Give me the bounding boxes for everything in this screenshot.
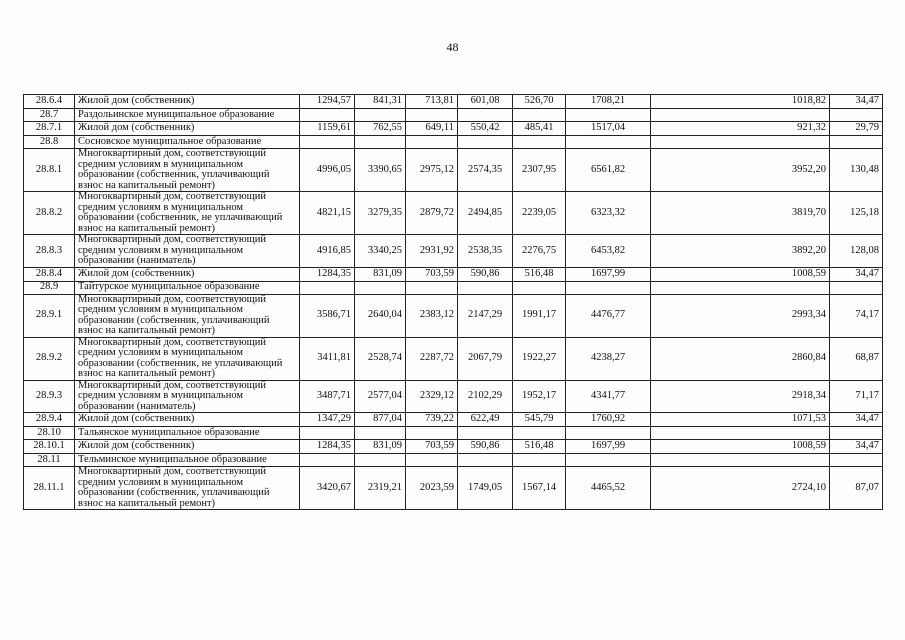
table-row <box>24 440 883 454</box>
value-cell <box>513 109 566 122</box>
tariff-table <box>23 94 883 510</box>
value-cell: 545,79 <box>513 413 566 427</box>
value-cell <box>566 281 651 294</box>
value-cell: 2239,05 <box>513 192 566 235</box>
value-cell: 1071,53 <box>651 413 830 427</box>
value-cell: 2287,72 <box>406 337 458 380</box>
value-cell: 2860,84 <box>651 337 830 380</box>
value-cell: 34,47 <box>830 440 883 454</box>
value-cell: 601,08 <box>458 95 513 109</box>
value-cell: 1952,17 <box>513 380 566 413</box>
value-cell <box>355 281 406 294</box>
value-cell <box>566 454 651 467</box>
value-cell: 1018,82 <box>651 95 830 109</box>
table-row <box>24 467 883 510</box>
value-cell: 516,48 <box>513 267 566 281</box>
row-code: 28.9.2 <box>24 337 75 380</box>
value-cell <box>458 427 513 440</box>
value-cell: 2102,29 <box>458 380 513 413</box>
value-cell: 4916,85 <box>300 235 355 268</box>
value-cell: 1517,04 <box>566 122 651 136</box>
value-cell: 2276,75 <box>513 235 566 268</box>
table-row <box>24 294 883 337</box>
value-cell: 2931,92 <box>406 235 458 268</box>
value-cell: 34,47 <box>830 413 883 427</box>
row-code: 28.10 <box>24 427 75 440</box>
value-cell <box>458 281 513 294</box>
value-cell: 831,09 <box>355 440 406 454</box>
value-cell <box>300 109 355 122</box>
value-cell <box>651 281 830 294</box>
value-cell: 2319,21 <box>355 467 406 510</box>
row-code: 28.8.4 <box>24 267 75 281</box>
row-code: 28.8.1 <box>24 149 75 192</box>
value-cell: 3279,35 <box>355 192 406 235</box>
row-name: Жилой дом (собственник) <box>75 440 300 454</box>
value-cell: 622,49 <box>458 413 513 427</box>
row-code: 28.6.4 <box>24 95 75 109</box>
value-cell: 4465,52 <box>566 467 651 510</box>
value-cell <box>355 427 406 440</box>
value-cell: 3892,20 <box>651 235 830 268</box>
value-cell: 649,11 <box>406 122 458 136</box>
value-cell: 74,17 <box>830 294 883 337</box>
value-cell: 2879,72 <box>406 192 458 235</box>
value-cell <box>355 136 406 149</box>
value-cell <box>406 454 458 467</box>
value-cell: 1294,57 <box>300 95 355 109</box>
value-cell <box>830 281 883 294</box>
value-cell: 739,22 <box>406 413 458 427</box>
row-name: Жилой дом (собственник) <box>75 267 300 281</box>
value-cell: 6323,32 <box>566 192 651 235</box>
municipality-row <box>24 281 883 294</box>
value-cell: 1697,99 <box>566 267 651 281</box>
value-cell: 1708,21 <box>566 95 651 109</box>
value-cell: 2577,04 <box>355 380 406 413</box>
municipality-name: Тельминское муниципальное образование <box>75 454 300 467</box>
value-cell: 2640,04 <box>355 294 406 337</box>
value-cell <box>458 454 513 467</box>
value-cell <box>406 281 458 294</box>
value-cell <box>830 109 883 122</box>
value-cell: 831,09 <box>355 267 406 281</box>
value-cell: 130,48 <box>830 149 883 192</box>
row-code: 28.10.1 <box>24 440 75 454</box>
value-cell: 2067,79 <box>458 337 513 380</box>
row-name: Многоквартирный дом, соответствующий средним условиям в муниципальном образовании (наниматель) <box>75 380 300 413</box>
value-cell <box>355 109 406 122</box>
value-cell <box>513 281 566 294</box>
value-cell <box>300 454 355 467</box>
value-cell <box>513 454 566 467</box>
table-row <box>24 122 883 136</box>
row-name: Многоквартирный дом, соответствующий средним условиям в муниципальном образовании (собственник, не уплачивающий взнос на капитальный ремонт) <box>75 192 300 235</box>
value-cell: 3420,67 <box>300 467 355 510</box>
value-cell: 1284,35 <box>300 440 355 454</box>
municipality-name: Сосновское муниципальное образование <box>75 136 300 149</box>
value-cell: 713,81 <box>406 95 458 109</box>
value-cell <box>300 427 355 440</box>
value-cell: 3952,20 <box>651 149 830 192</box>
value-cell <box>513 136 566 149</box>
row-code: 28.7.1 <box>24 122 75 136</box>
row-name: Многоквартирный дом, соответствующий средним условиям в муниципальном образовании (наниматель) <box>75 235 300 268</box>
value-cell: 2023,59 <box>406 467 458 510</box>
value-cell <box>830 427 883 440</box>
value-cell: 87,07 <box>830 467 883 510</box>
table-body <box>24 95 883 510</box>
value-cell: 4996,05 <box>300 149 355 192</box>
row-code: 28.9 <box>24 281 75 294</box>
value-cell: 526,70 <box>513 95 566 109</box>
value-cell: 2494,85 <box>458 192 513 235</box>
value-cell: 2307,95 <box>513 149 566 192</box>
value-cell: 3487,71 <box>300 380 355 413</box>
value-cell <box>406 109 458 122</box>
municipality-row <box>24 136 883 149</box>
municipality-name: Тальянское муниципальное образование <box>75 427 300 440</box>
value-cell: 4821,15 <box>300 192 355 235</box>
table-row <box>24 95 883 109</box>
table-row <box>24 380 883 413</box>
value-cell: 6453,82 <box>566 235 651 268</box>
row-code: 28.11 <box>24 454 75 467</box>
municipality-name: Тайтурское муниципальное образование <box>75 281 300 294</box>
value-cell: 3819,70 <box>651 192 830 235</box>
value-cell: 2147,29 <box>458 294 513 337</box>
value-cell <box>355 454 406 467</box>
value-cell: 2329,12 <box>406 380 458 413</box>
value-cell: 877,04 <box>355 413 406 427</box>
value-cell: 2574,35 <box>458 149 513 192</box>
value-cell <box>566 136 651 149</box>
value-cell: 3411,81 <box>300 337 355 380</box>
value-cell: 2724,10 <box>651 467 830 510</box>
value-cell: 2975,12 <box>406 149 458 192</box>
row-code: 28.11.1 <box>24 467 75 510</box>
value-cell: 550,42 <box>458 122 513 136</box>
value-cell: 2528,74 <box>355 337 406 380</box>
value-cell: 2993,34 <box>651 294 830 337</box>
value-cell: 3390,65 <box>355 149 406 192</box>
value-cell <box>458 136 513 149</box>
row-code: 28.9.3 <box>24 380 75 413</box>
value-cell <box>458 109 513 122</box>
value-cell <box>830 136 883 149</box>
row-code: 28.8.2 <box>24 192 75 235</box>
value-cell: 841,31 <box>355 95 406 109</box>
value-cell: 4238,27 <box>566 337 651 380</box>
value-cell: 2918,34 <box>651 380 830 413</box>
row-name: Жилой дом (собственник) <box>75 413 300 427</box>
row-name: Многоквартирный дом, соответствующий средним условиям в муниципальном образовании (собственник, уплачивающий взнос на капитальный ремонт) <box>75 467 300 510</box>
municipality-row <box>24 427 883 440</box>
table-row <box>24 267 883 281</box>
value-cell: 3586,71 <box>300 294 355 337</box>
row-name: Многоквартирный дом, соответствующий средним условиям в муниципальном образовании (собственник, уплачивающий взнос на капитальный ремонт) <box>75 149 300 192</box>
value-cell: 125,18 <box>830 192 883 235</box>
value-cell: 4476,77 <box>566 294 651 337</box>
value-cell: 516,48 <box>513 440 566 454</box>
value-cell: 1749,05 <box>458 467 513 510</box>
value-cell: 1284,35 <box>300 267 355 281</box>
value-cell: 128,08 <box>830 235 883 268</box>
value-cell <box>406 136 458 149</box>
row-name: Жилой дом (собственник) <box>75 95 300 109</box>
value-cell <box>566 427 651 440</box>
municipality-row <box>24 109 883 122</box>
row-code: 28.8.3 <box>24 235 75 268</box>
value-cell <box>830 454 883 467</box>
value-cell: 2538,35 <box>458 235 513 268</box>
value-cell: 29,79 <box>830 122 883 136</box>
value-cell <box>651 427 830 440</box>
value-cell: 703,59 <box>406 440 458 454</box>
value-cell: 1008,59 <box>651 267 830 281</box>
value-cell: 590,86 <box>458 267 513 281</box>
value-cell: 34,47 <box>830 95 883 109</box>
value-cell: 1991,17 <box>513 294 566 337</box>
value-cell: 590,86 <box>458 440 513 454</box>
value-cell: 1922,27 <box>513 337 566 380</box>
municipality-row <box>24 454 883 467</box>
value-cell <box>651 136 830 149</box>
value-cell: 1159,61 <box>300 122 355 136</box>
table-row <box>24 192 883 235</box>
row-code: 28.7 <box>24 109 75 122</box>
value-cell <box>300 281 355 294</box>
municipality-name: Раздольинское муниципальное образование <box>75 109 300 122</box>
value-cell: 762,55 <box>355 122 406 136</box>
value-cell: 1347,29 <box>300 413 355 427</box>
value-cell: 1567,14 <box>513 467 566 510</box>
row-code: 28.8 <box>24 136 75 149</box>
value-cell: 2383,12 <box>406 294 458 337</box>
value-cell: 1008,59 <box>651 440 830 454</box>
value-cell: 71,17 <box>830 380 883 413</box>
value-cell: 1697,99 <box>566 440 651 454</box>
row-name: Жилой дом (собственник) <box>75 122 300 136</box>
row-name: Многоквартирный дом, соответствующий средним условиям в муниципальном образовании (собственник, уплачивающий взнос на капитальный ремонт) <box>75 294 300 337</box>
page-number: 48 <box>446 40 459 54</box>
table-row <box>24 235 883 268</box>
value-cell: 68,87 <box>830 337 883 380</box>
value-cell <box>651 109 830 122</box>
value-cell: 34,47 <box>830 267 883 281</box>
value-cell: 3340,25 <box>355 235 406 268</box>
value-cell <box>513 427 566 440</box>
value-cell <box>651 454 830 467</box>
row-name: Многоквартирный дом, соответствующий средним условиям в муниципальном образовании (собственник, не уплачивающий взнос на капитальный ремонт) <box>75 337 300 380</box>
value-cell: 921,32 <box>651 122 830 136</box>
value-cell: 703,59 <box>406 267 458 281</box>
value-cell: 4341,77 <box>566 380 651 413</box>
table-row <box>24 413 883 427</box>
value-cell <box>406 427 458 440</box>
value-cell: 6561,82 <box>566 149 651 192</box>
value-cell <box>300 136 355 149</box>
table-row <box>24 149 883 192</box>
row-code: 28.9.4 <box>24 413 75 427</box>
value-cell: 1760,92 <box>566 413 651 427</box>
table-row <box>24 337 883 380</box>
value-cell <box>566 109 651 122</box>
value-cell: 485,41 <box>513 122 566 136</box>
row-code: 28.9.1 <box>24 294 75 337</box>
